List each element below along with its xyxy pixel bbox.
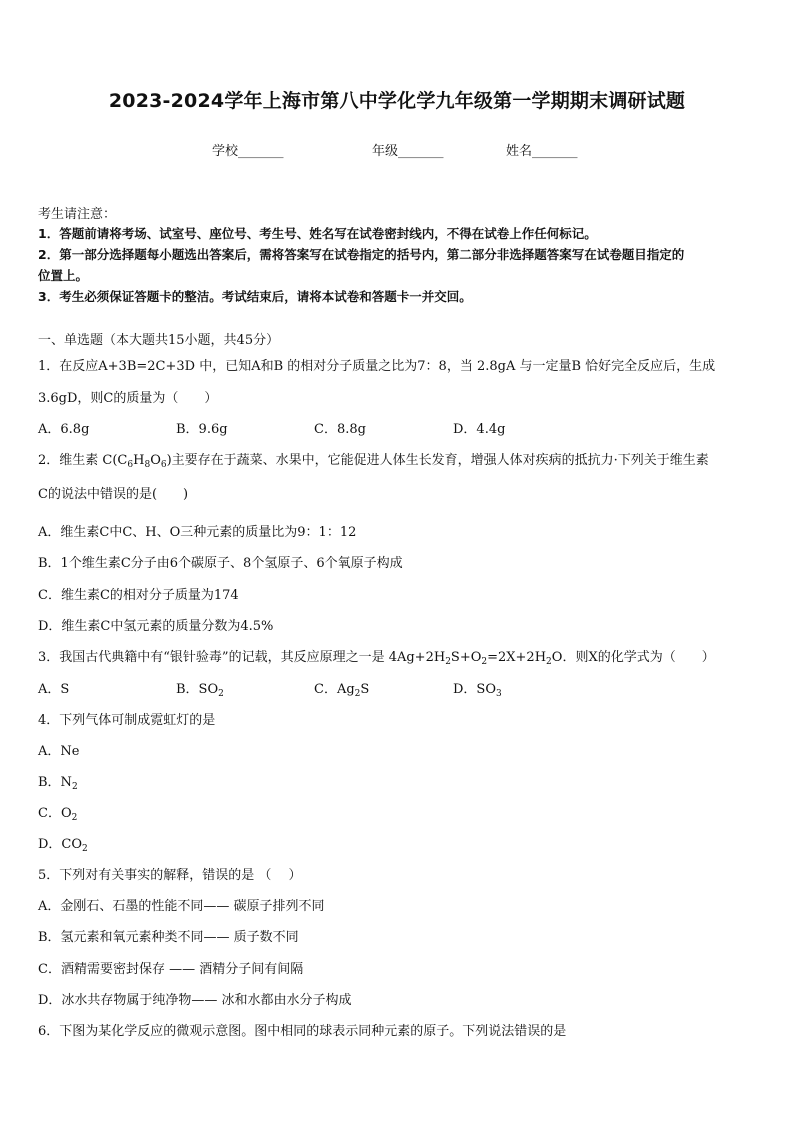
q2-stem-line2: C的说法中错误的是( ) [38,487,189,502]
notice-heading: 考生请注意： [38,207,117,222]
q2-option-d: D．维生素C中氢元素的质量分数为4.5% [38,619,274,634]
q3-option-b: B．$SO_2$ [176,682,224,699]
q3-stem: 3．我国古代典籍中有“银针验毒”的记载，其反应原理之一是 $4Ag+2H_2S+O_2=2X+2H_2O$．则X的化学式为（ ） [38,650,715,667]
notice-item-2: 2．第一部分选择题每小题选出答案后，需将答案写在试卷指定的括号内，第二部分非选择题答案写在试卷题目指定的 [38,247,685,262]
q2-stem-line1: 2．维生素 $C(C_6H_8O_6)$主要存在于蔬菜、水果中，它能促进人体生长发育，增强人体对疾病的抵抗力·下列关于维生素 [38,453,709,470]
name-field: 姓名_______ [506,144,578,159]
q3-option-a: A．S [38,682,70,697]
q5-option-d: D．冰水共存物属于纯净物—— 冰和水都由水分子构成 [38,993,352,1008]
q3-option-c: C．$Ag_2S$ [314,682,370,699]
q4-option-a: A．Ne [38,744,80,759]
q2-option-a: A．维生素C中C、H、O三种元素的质量比为9：1：12 [38,525,357,540]
q5-option-c: C．酒精需要密封保存 —— 酒精分子间有间隔 [38,962,304,977]
q5-stem: 5．下列对有关事实的解释，错误的是 （ ） [38,868,302,883]
q2-option-c: C．维生素C的相对分子质量为174 [38,588,239,603]
q1-option-b: B．9.6g [176,422,228,437]
q4-option-c: C．$O_2$ [38,806,78,823]
q1-option-a: A．6.8g [38,422,90,437]
q4-option-d: D．$CO_2$ [38,837,88,854]
q5-option-b: B．氢元素和氧元素种类不同—— 质子数不同 [38,930,299,945]
notice-item-1: 1．答题前请将考场、试室号、座位号、考生号、姓名写在试卷密封线内，不得在试卷上作任何标记。 [38,226,597,241]
q3-option-d: D．$SO_3$ [453,682,502,699]
q4-option-b: B．$N_2$ [38,775,78,792]
school-field: 学校_______ [212,144,284,159]
q1-stem-line2: 3.6gD，则C的质量为（ ） [38,391,218,406]
q1-option-c: C．8.8g [314,422,366,437]
grade-field: 年级_______ [372,144,444,159]
q1-option-d: D．4.4g [453,422,506,437]
notice-item-2-cont: 位置上。 [38,268,89,283]
exam-title: 2023-2024学年上海市第八中学化学九年级第一学期期末调研试题 [108,90,686,112]
q6-stem: 6．下图为某化学反应的微观示意图。图中相同的球表示同种元素的原子。下列说法错误的是 [38,1024,567,1039]
q5-option-a: A．金刚石、石墨的性能不同—— 碳原子排列不同 [38,899,325,914]
q1-stem-line1: 1．在反应A+3B=2C+3D 中，已知A和B 的相对分子质量之比为7：8，当 2.8gA 与一定量B 恰好完全反应后，生成 [38,359,716,374]
student-info-row [0,140,794,160]
section-heading: 一、单选题（本大题共15小题，共45分） [38,333,280,348]
q4-stem: 4．下列气体可制成霓虹灯的是 [38,713,216,728]
notice-item-3: 3．考生必须保证答题卡的整洁。考试结束后，请将本试卷和答题卡一并交回。 [38,289,472,304]
q2-option-b: B．1个维生素C分子由6个碳原子、8个氢原子、6个氧原子构成 [38,556,403,571]
